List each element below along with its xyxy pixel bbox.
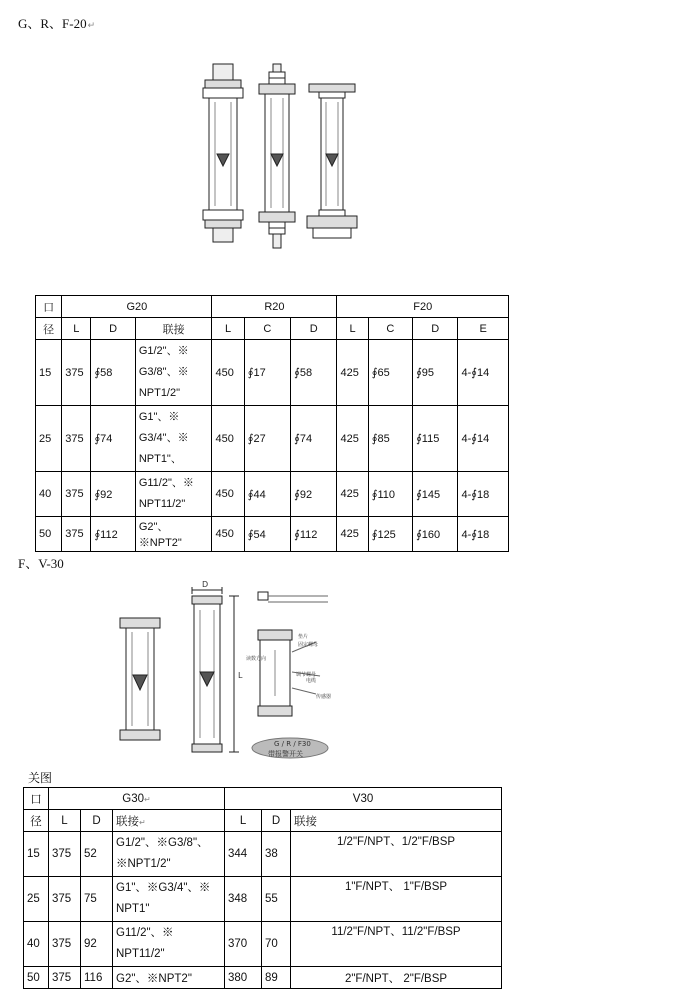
table-cell: 40 xyxy=(24,922,49,967)
table-cell: 15 xyxy=(24,832,49,877)
table-cell: 70 xyxy=(262,922,291,967)
table-cell: ∮92 xyxy=(91,472,135,517)
table-cell: 4-∮18 xyxy=(458,472,509,517)
table-row xyxy=(36,472,509,517)
table-cell: ∮125 xyxy=(368,517,412,552)
group-header-v30: V30 xyxy=(225,788,502,810)
table-cell: ∮58 xyxy=(291,340,337,406)
table-cell: 38 xyxy=(262,832,291,877)
table-row xyxy=(24,877,502,922)
table-cell: 375 xyxy=(49,877,81,922)
table-header-row xyxy=(36,296,509,318)
subheader-cell: L xyxy=(212,318,244,340)
table-cell: 25 xyxy=(36,406,62,472)
group-header-r20: R20 xyxy=(212,296,337,318)
table-cell: 4-∮14 xyxy=(458,340,509,406)
subheader-cell: L xyxy=(337,318,368,340)
dim-label-d: D xyxy=(202,580,209,589)
table-cell: G11/2"、※ NPT11/2" xyxy=(135,472,212,517)
table-cell: 425 xyxy=(337,340,368,406)
subheader-cell: L xyxy=(225,810,262,832)
subheader-cell: 联接 xyxy=(135,318,212,340)
flowmeter-figure-20 xyxy=(195,62,365,257)
table-cell: G1"、※G3/4"、※ NPT1" xyxy=(113,877,225,922)
corner-cell: 口 xyxy=(36,296,62,318)
table-cell: 1/2"F/NPT、1/2"F/BSP xyxy=(291,832,502,877)
flowmeter-figure-30 xyxy=(108,580,358,765)
table-cell: ∮112 xyxy=(291,517,337,552)
subheader-cell: C xyxy=(368,318,412,340)
table-cell: 52 xyxy=(81,832,113,877)
group-header-g20: G20 xyxy=(62,296,212,318)
table-cell: 50 xyxy=(36,517,62,552)
callout-label: 传感器 xyxy=(316,694,332,700)
table-cell: ∮160 xyxy=(413,517,458,552)
subheader-cell: L xyxy=(62,318,91,340)
table-cell: 75 xyxy=(81,877,113,922)
table-cell: 375 xyxy=(62,406,91,472)
table-row xyxy=(24,967,502,989)
table-cell: G1/2"、※ G3/8"、※ NPT1/2" xyxy=(135,340,212,406)
table-cell: 89 xyxy=(262,967,291,989)
callout-label: 固定螺母 xyxy=(298,642,319,648)
table-cell: G1/2"、※G3/8"、※NPT1/2" xyxy=(113,832,225,877)
table-cell: G1"、※ G3/4"、※ NPT1"、 xyxy=(135,406,212,472)
table-cell: 2"F/NPT、 2"F/BSP xyxy=(291,967,502,989)
subheader-cell: D xyxy=(262,810,291,832)
table-cell: G2"、※NPT2" xyxy=(135,517,212,552)
table-cell: ∮115 xyxy=(413,406,458,472)
subheader-cell: L xyxy=(49,810,81,832)
table-cell: G2"、※NPT2" xyxy=(113,967,225,989)
table-row xyxy=(24,922,502,967)
table-cell: 375 xyxy=(62,340,91,406)
table-cell: 425 xyxy=(337,472,368,517)
spec-table-30 xyxy=(23,787,502,989)
subheader-cell: C xyxy=(244,318,290,340)
table-cell: 375 xyxy=(49,967,81,989)
table-cell: ∮17 xyxy=(244,340,290,406)
section2-caption: 关图 xyxy=(28,771,53,785)
subheader-cell: E xyxy=(458,318,509,340)
spec-table-20 xyxy=(35,295,509,552)
subheader-text: 联接 xyxy=(116,815,139,828)
r20-flowmeter-drawing xyxy=(259,64,295,248)
subheader-cell: D xyxy=(91,318,135,340)
table-cell: 4-∮18 xyxy=(458,517,509,552)
table-cell: 1"F/NPT、 1"F/BSP xyxy=(291,877,502,922)
g20-flowmeter-drawing xyxy=(203,64,243,242)
table-row xyxy=(36,517,509,552)
table-cell: ∮74 xyxy=(91,406,135,472)
table-cell: 450 xyxy=(212,340,244,406)
table-cell: ∮44 xyxy=(244,472,290,517)
corner-cell: 径 xyxy=(36,318,62,340)
table-cell: 450 xyxy=(212,406,244,472)
table-cell: 450 xyxy=(212,472,244,517)
return-mark-icon: ↵ xyxy=(87,20,96,30)
table-row xyxy=(24,832,502,877)
table-subheader-row xyxy=(24,810,502,832)
table-cell: ∮27 xyxy=(244,406,290,472)
table-cell: 11/2"F/NPT、11/2"F/BSP xyxy=(291,922,502,967)
table-cell: ∮110 xyxy=(368,472,412,517)
table-header-row xyxy=(24,788,502,810)
table-cell: 375 xyxy=(49,832,81,877)
badge-line2: 带报警开关 xyxy=(268,750,303,758)
callout-label: 电缆 xyxy=(306,678,317,684)
group-header-g30-text: G30 xyxy=(122,792,145,805)
table-cell: ∮85 xyxy=(368,406,412,472)
subheader-cell: D xyxy=(81,810,113,832)
table-cell: 116 xyxy=(81,967,113,989)
table-cell: ∮112 xyxy=(91,517,135,552)
table-cell: 344 xyxy=(225,832,262,877)
table-cell: 25 xyxy=(24,877,49,922)
subheader-cell: 联接 xyxy=(291,810,502,832)
table-cell: 370 xyxy=(225,922,262,967)
dim-label-l: L xyxy=(238,671,243,680)
subheader-cell: D xyxy=(413,318,458,340)
table-cell: ∮95 xyxy=(413,340,458,406)
v30-flowmeter-drawing xyxy=(192,587,239,752)
table-cell: 375 xyxy=(62,517,91,552)
section1-title-text: G、R、F-20 xyxy=(18,16,87,31)
f20-flowmeter-drawing xyxy=(307,84,357,238)
table-cell: ∮54 xyxy=(244,517,290,552)
section2-title-text: F、V-30 xyxy=(18,556,64,571)
subheader-cell xyxy=(113,810,225,832)
table-subheader-row xyxy=(36,318,509,340)
group-header-f20: F20 xyxy=(337,296,509,318)
table-cell: 425 xyxy=(337,406,368,472)
corner-cell: 径 xyxy=(24,810,49,832)
table-row xyxy=(36,406,509,472)
table-cell: ∮92 xyxy=(291,472,337,517)
table-cell: 92 xyxy=(81,922,113,967)
table-cell: 15 xyxy=(36,340,62,406)
table-cell: 375 xyxy=(49,922,81,967)
table-cell: 450 xyxy=(212,517,244,552)
table-cell: G11/2"、※ NPT11/2" xyxy=(113,922,225,967)
callout-label: 读数方向 xyxy=(246,656,267,662)
table-row xyxy=(36,340,509,406)
table-cell: 4-∮14 xyxy=(458,406,509,472)
return-mark-icon: ↵ xyxy=(139,817,146,827)
callout-label: 调节螺母 xyxy=(296,672,317,678)
table-cell: 380 xyxy=(225,967,262,989)
section1-title xyxy=(18,13,95,32)
table-cell: ∮145 xyxy=(413,472,458,517)
corner-cell: 口 xyxy=(24,788,49,810)
table-cell: 375 xyxy=(62,472,91,517)
g30-flowmeter-drawing xyxy=(120,618,160,740)
table-cell: ∮65 xyxy=(368,340,412,406)
table-cell: 425 xyxy=(337,517,368,552)
badge-line1: G / R / F30 xyxy=(274,740,311,748)
table-cell: 348 xyxy=(225,877,262,922)
callout-label: 垫片 xyxy=(298,634,309,640)
table-cell: 50 xyxy=(24,967,49,989)
table-cell: 55 xyxy=(262,877,291,922)
table-cell: ∮74 xyxy=(291,406,337,472)
table-cell: 40 xyxy=(36,472,62,517)
subheader-cell: D xyxy=(291,318,337,340)
section2-title xyxy=(18,553,64,572)
group-header-g30 xyxy=(49,788,225,810)
table-cell: ∮58 xyxy=(91,340,135,406)
return-mark-icon: ↵ xyxy=(144,794,151,804)
